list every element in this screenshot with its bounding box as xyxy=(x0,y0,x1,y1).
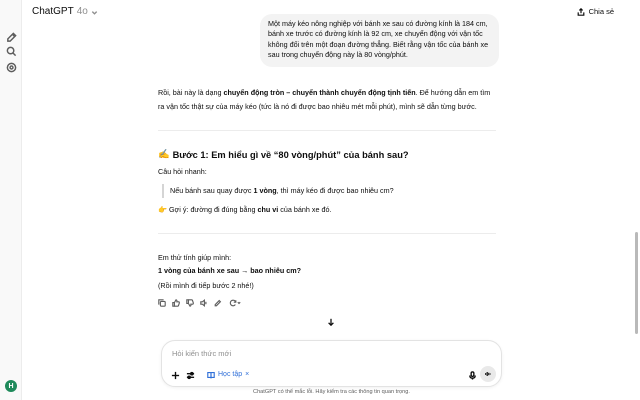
voice-mode-button[interactable] xyxy=(480,366,496,382)
prompt-input[interactable] xyxy=(172,347,472,359)
intro-text-end: . Để hướng dẫn em tìm ra vận tốc thật sự của máy kéo (tức là nó đi được bao nhiêu mét mỗi phút), mình sẽ dẫn từng bước. xyxy=(158,88,491,111)
model-selector[interactable] xyxy=(32,6,98,17)
study-mode-chip[interactable] xyxy=(202,368,254,381)
composer xyxy=(161,340,502,387)
try-line: Em thử tính giúp mình: xyxy=(158,253,232,262)
step1-heading xyxy=(158,149,409,160)
explore-gpts-icon[interactable] xyxy=(4,60,18,74)
after-note: (Rồi mình đi tiếp bước 2 nhé!) xyxy=(158,281,254,290)
blockquote xyxy=(162,184,394,198)
step1-title: Bước 1: Em hiểu gì về “80 vòng/phút” của bánh sau? xyxy=(172,149,409,160)
pointing-hand-icon: 👉 xyxy=(158,205,167,214)
quick-question-label: Câu hỏi nhanh: xyxy=(158,167,207,176)
share-button[interactable] xyxy=(577,7,614,16)
hint-text: Gợi ý: đường đi đúng bằng xyxy=(168,205,258,214)
chip-label: Học tập xyxy=(218,371,243,378)
quote-bold: 1 vòng xyxy=(253,186,277,195)
model-version: 4o xyxy=(76,6,88,17)
search-icon[interactable] xyxy=(4,44,18,58)
tools-icon[interactable] xyxy=(184,369,196,381)
avatar[interactable] xyxy=(5,380,17,392)
read-aloud-icon[interactable] xyxy=(200,299,208,307)
edit-icon[interactable] xyxy=(214,299,222,307)
waveform-icon xyxy=(484,370,492,378)
intro-bold: chuyển động tròn – chuyển thành chuyển động tịnh tiến xyxy=(223,88,416,97)
divider xyxy=(158,130,496,131)
scrollbar-thumb[interactable] xyxy=(635,232,638,334)
quote-text: Nếu bánh sau quay được xyxy=(170,186,254,195)
writing-hand-icon: ✍️ xyxy=(158,149,170,159)
intro-text: Rồi, bài này là dạng xyxy=(158,88,224,97)
model-name: ChatGPT xyxy=(32,6,74,17)
thumbs-down-icon[interactable] xyxy=(186,299,194,307)
hint-bold: chu vi xyxy=(257,205,279,214)
chevron-down-icon xyxy=(91,8,98,15)
divider xyxy=(158,233,496,234)
left-rail xyxy=(0,0,22,400)
disclaimer: ChatGPT có thể mắc lỗi. Hãy kiểm tra các thông tin quan trọng. xyxy=(253,389,410,395)
regenerate-icon[interactable] xyxy=(228,299,242,307)
try-bold: 1 vòng của bánh xe sau → bao nhiêu cm? xyxy=(158,266,301,275)
book-icon xyxy=(207,371,215,379)
user-message: Một máy kéo nông nghiệp với bánh xe sau có đường kính là 184 cm, bánh xe trước có đường kính là 92 cm, xe chuyển động với vận tốc không đổi trên một đoạn đường thẳng. Biết rằng vận tốc của bánh xe sau trong chuyển động này là 80 vòng/phút. xyxy=(260,14,499,67)
try-question xyxy=(158,264,498,278)
assistant-intro xyxy=(158,86,498,114)
chip-close-icon[interactable]: × xyxy=(245,371,250,378)
hint-text-end: của bánh xe đó. xyxy=(278,205,332,214)
thumbs-up-icon[interactable] xyxy=(172,299,180,307)
avatar-initial: H xyxy=(8,382,14,390)
microphone-icon[interactable] xyxy=(466,369,478,381)
scroll-down-button[interactable] xyxy=(324,315,338,329)
share-label: Chia sẻ xyxy=(588,7,614,16)
plus-icon[interactable] xyxy=(169,369,181,381)
share-icon xyxy=(577,8,585,16)
quote-text-end: , thì máy kéo đi được bao nhiêu cm? xyxy=(276,186,394,195)
arrow-down-icon xyxy=(327,318,335,326)
copy-icon[interactable] xyxy=(158,299,166,307)
message-actions xyxy=(158,299,242,307)
new-chat-icon[interactable] xyxy=(4,30,18,44)
hint-line xyxy=(158,203,498,217)
